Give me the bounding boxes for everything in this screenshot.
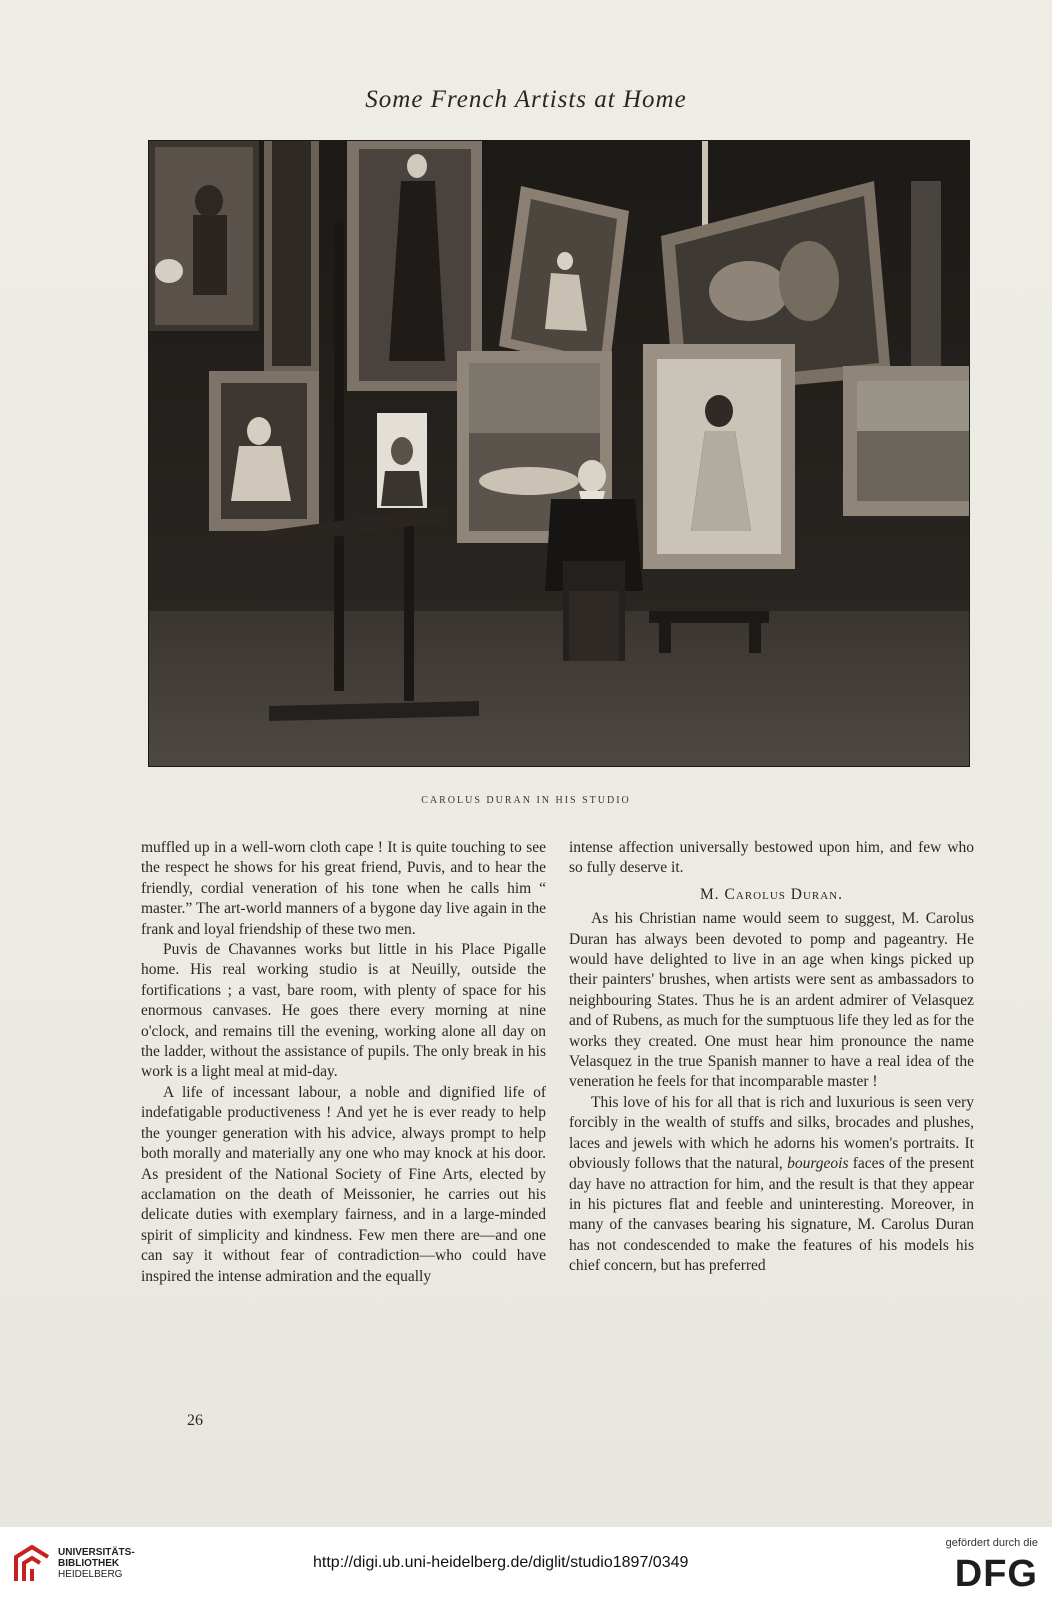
- paragraph: A life of incessant labour, a noble and dignified life of indefatigable productiveness ! And yet he is ever ready to help the younger generation with his advice, always prompt to help both morally and materially any one who may knock at his door. As president of the National Society of Fine Arts, elected by acclamation on the death of Meissonier, he carries out his delicate duties with exemplary fairness, and in a large-minded spirit of simplicity and kindness. Few men there are—and one can say it without fear of contradiction—who could have inspired the intense admiration and the equally: [141, 1083, 546, 1285]
- paragraph-text: This love of his for all that is rich and luxurious is seen very forcibly in the wealth of stuffs and silks, brocades and plushes, laces and jewels with which he adorns his women's portraits. It obviously follows that the natural,: [569, 1093, 974, 1173]
- section-heading: M. Carolus Duran.: [700, 885, 843, 903]
- digitization-footer: [0, 1527, 1052, 1604]
- right-column: [569, 838, 974, 1277]
- paragraph: Puvis de Chavannes works but little in his Place Pigalle home. His real working studio is at Neuilly, outside the fortifications ; a vast, bare room, with plenty of space for his enormous canvases. He goes there every morning at nine o'clock, and remains till the evening, working alone all day on the ladder, without the assistance of pupils. The only break in his work is a light meal at mid-day.: [141, 941, 546, 1081]
- ub-heidelberg-logo-icon: [12, 1543, 52, 1587]
- paragraph: intense affection universally bestowed upon him, and few who so fully deserve it.: [569, 839, 974, 877]
- library-name-line: UNIVERSITÄTS-: [58, 1547, 135, 1558]
- dfg-logo: DFG: [954, 1553, 1038, 1595]
- paragraph: muffled up in a well-worn cloth cape ! It is quite touching to see the respect he shows for his great friend, Puvis, and to hear the friendly, cordial veneration of his tone when he calls him “ master.” The art-world manners of a bygone day live again in the frank and loyal friendship of these two men.: [141, 839, 546, 938]
- library-name: [58, 1547, 168, 1580]
- permalink-url[interactable]: http://digi.ub.uni-heidelberg.de/diglit/studio1897/0349: [313, 1554, 689, 1571]
- studio-photograph: [148, 140, 970, 767]
- paragraph-text: faces of the present day have no attraction for him, and the result is that they appear in his pictures flat and feeble and uninteresting. Moreover, in many of the canvases bearing his signature, M. Carolus Duran has not condescended to make the features of his models his chief concern, but has preferred: [569, 1155, 974, 1275]
- funding-note: gefördert durch die: [945, 1537, 1038, 1549]
- paragraph: As his Christian name would seem to suggest, M. Carolus Duran has always been devoted to pomp and pageantry. He would have delighted to live in an age when kings picked up their painters' brushes, when artists were sent as ambassadors to neighbouring States. Thus he is an ardent admirer of Velasquez and of Rubens, as much for the sumptuous life they led as for the works they created. One must hear him pronounce the name Velasquez in the true Spanish manner to have a real idea of the veneration he feels for that incomparable master !: [569, 910, 974, 1091]
- library-name-line: HEIDELBERG: [58, 1569, 123, 1580]
- page-number: 26: [187, 1412, 203, 1429]
- italic-term: bourgeois: [787, 1155, 849, 1173]
- photo-caption: CAROLUS DURAN IN HIS STUDIO: [421, 795, 631, 806]
- left-column: [141, 838, 546, 1287]
- paragraph: [569, 1093, 974, 1277]
- library-name-line: BIBLIOTHEK: [58, 1558, 120, 1569]
- running-head: Some French Artists at Home: [365, 86, 687, 113]
